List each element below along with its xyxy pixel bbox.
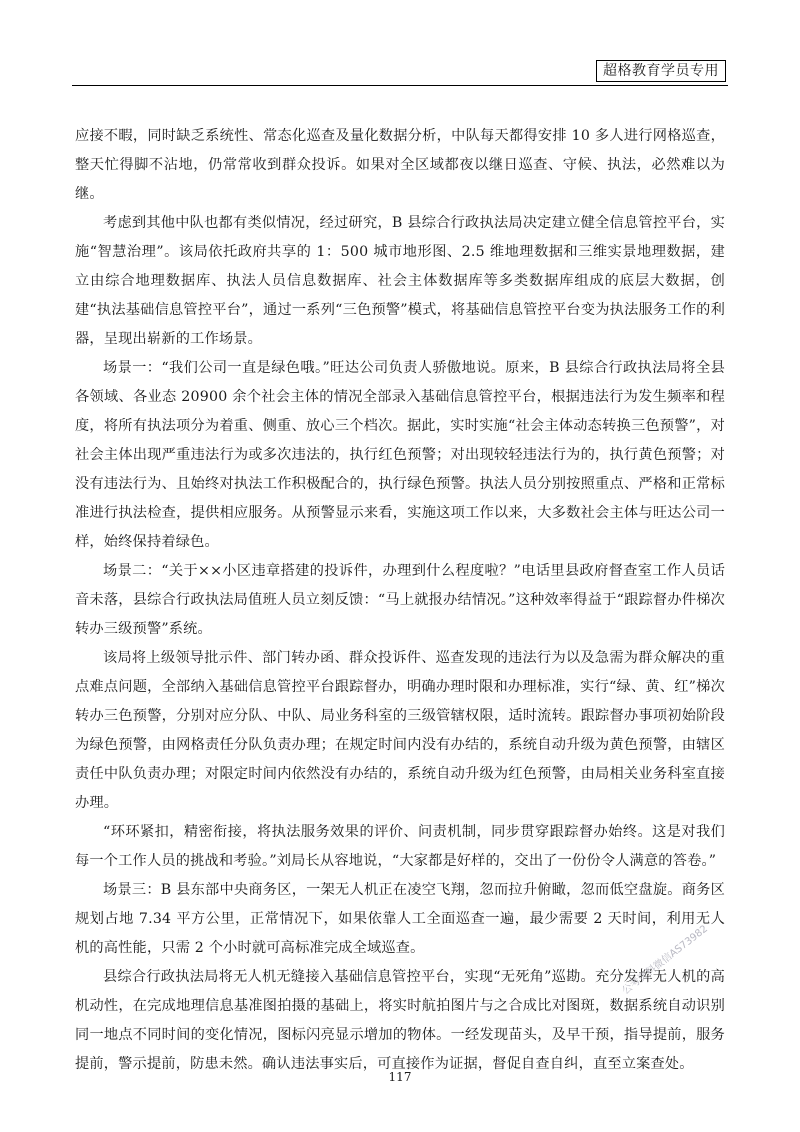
page-number: 117 <box>388 1070 412 1084</box>
paragraph-scene-one: 场景一：“我们公司一直是绿色哦。”旺达公司负责人骄傲地说。原来，B 县综合行政执法局将全县各领域、各业态 20900 余个社会主体的情况全部录入基础信息管控平台，根据违法行为发生频率和程度，将所有执法项分为着重、侧重、放心三个档次。据此，实时实施“社会主体动态转换三色预警”，对社会主体出现严重违法行为或多次违法的，执行红色预警；对出现较轻违法行为的，执行黄色预警；对没有违法行为、且始终对执法工作积极配合的，执行绿色预警。执法人员分别按照重点、严格和正常标准进行执法检查，提供相应服务。从预警显示来看，实施这项工作以来，大多数社会主体与旺达公司一样，始终保持着绿色。 <box>75 360 725 550</box>
paragraph-three-level-warning: 该局将上级领导批示件、部门转办函、群众投诉件、巡查发现的违法行为以及急需为群众解决的重点难点问题，全部纳入基础信息管控平台跟踪督办，明确办理时限和办理标准，实行“绿、黄、红”梯次转办三色预警，分别对应分队、中队、局业务科室的三级管辖权限，适时流转。跟踪督办事项初始阶段为绿色预警，由网格责任分队负责办理；在规定时间内没有办结的，系统自动升级为黄色预警，由辖区责任中队负责办理；对限定时间内依然没有办结的，系统自动升级为红色预警，由局相关业务科室直接办理。 <box>75 650 725 811</box>
watermark: 公考资料微信AS73982 <box>620 923 710 997</box>
body-text <box>75 122 725 1079</box>
paragraph-drone: 县综合行政执法局将无人机无缝接入基础信息管控平台，实现“无死角”巡勘。充分发挥无人机的高机动性，在完成地理信息基准图拍摄的基础上，将实时航拍图片与之合成比对图斑，数据系统自动识别同一地点不同时间的变化情况，图标闪亮显示增加的物体。一经发现苗头，及早干预，指导提前，服务提前，警示提前，防患未然。确认违法事实后，可直接作为证据，督促自查自纠，直至立案查处。 <box>75 969 725 1072</box>
header-tag: 超格教育学员专用 <box>596 60 726 82</box>
paragraph-smart-governance: 考虑到其他中队也都有类似情况，经过研究，B 县综合行政执法局决定建立健全信息管控平台，实施“智慧治理”。该局依托政府共享的 1：500 城市地形图、2.5 维地理数据和三维实景地理数据，建立由综合地理数据库、执法人员信息数据库、社会主体数据库等多类数据库组成的底层大数据，创建“执法基础信息管控平台”，通过一系列“三色预警”模式，将基础信息管控平台变为执法服务工作的利器，呈现出崭新的工作场景。 <box>75 215 725 347</box>
paragraph-scene-two: 场景二：“关于××小区违章搭建的投诉件，办理到什么程度啦？”电话里县政府督查室工作人员话音未落，县综合行政执法局值班人员立刻反馈：“马上就报办结情况。”这种效率得益于“跟踪督办件梯次转办三级预警”系统。 <box>75 563 725 637</box>
paragraph-quote: “环环紧扣，精密衔接，将执法服务效果的评价、问责机制，同步贯穿跟踪督办始终。这是对我们每一个工作人员的挑战和考验。”刘局长从容地说，“大家都是好样的，交出了一份份令人满意的答卷。” <box>75 824 725 869</box>
header-rule <box>72 85 728 86</box>
paragraph-continuation: 应接不暇，同时缺乏系统性、常态化巡查及量化数据分析，中队每天都得安排 10 多人进行网格巡查，整天忙得脚不沾地，仍常常收到群众投诉。如果对全区域都夜以继日巡查、守候、执法，必然难以为继。 <box>75 128 725 202</box>
paragraph-scene-three: 场景三：B 县东部中央商务区，一架无人机正在凌空飞翔，忽而拉升俯瞰，忽而低空盘旋。商务区规划占地 7.34 平方公里，正常情况下，如果依靠人工全面巡查一遍，最少需要 2 天时间，利用无人机的高性能，只需 2 个小时就可高标准完成全域巡查。 <box>75 882 725 956</box>
